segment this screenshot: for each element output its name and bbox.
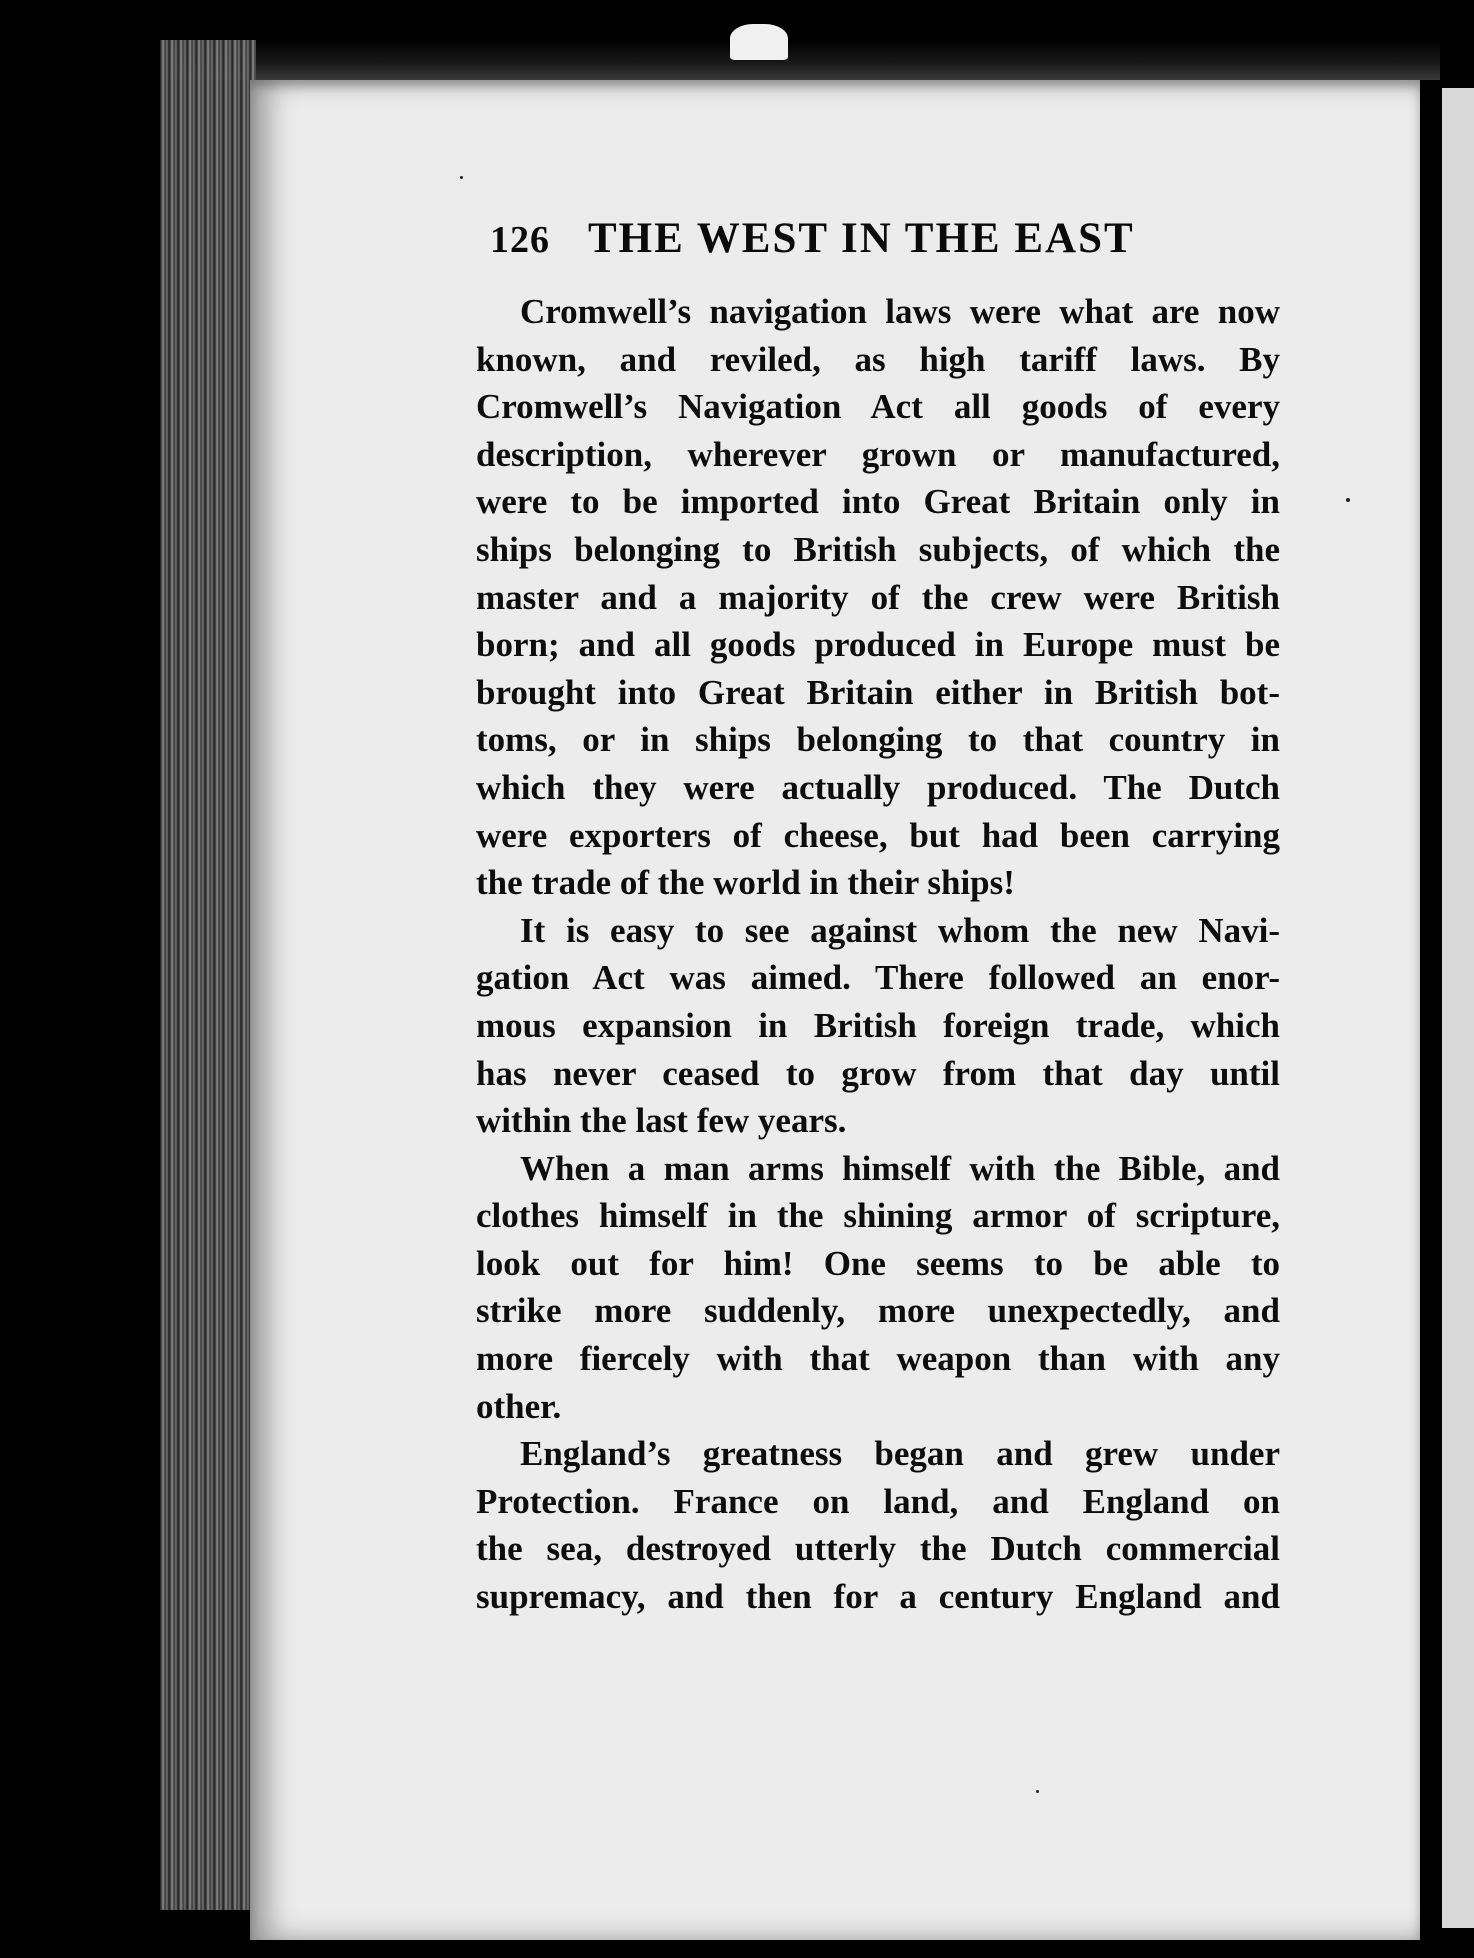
facing-page-edge	[1442, 88, 1474, 1928]
paragraph	[476, 1145, 1280, 1431]
page-number: 126	[490, 219, 550, 261]
text-line: within the last few years.	[476, 1101, 847, 1141]
paragraph	[476, 1430, 1280, 1620]
text-line: were exporters of cheese, but had been carrying	[476, 815, 1280, 855]
book-top-edge	[170, 40, 1440, 80]
text-line: master and a majority of the crew were British	[476, 577, 1280, 617]
text-line: known, and reviled, as high tariff laws. By	[476, 339, 1280, 379]
scan-speck	[460, 176, 463, 179]
text-line: It is easy to see against whom the new Navi-	[520, 910, 1280, 950]
text-line: born; and all goods produced in Europe must be	[476, 625, 1280, 665]
paragraph	[476, 288, 1280, 907]
binding-clip	[730, 24, 788, 60]
text-line: Cromwell’s navigation laws were what are now	[520, 292, 1280, 331]
text-line: the sea, destroyed utterly the Dutch commercial	[476, 1529, 1280, 1569]
text-line: has never ceased to grow from that day until	[476, 1053, 1280, 1093]
running-title: THE WEST IN THE EAST	[588, 215, 1135, 262]
text-line: other.	[476, 1386, 562, 1426]
text-line: Protection. France on land, and England on	[476, 1481, 1280, 1521]
text-line: mous expansion in British foreign trade, which	[476, 1005, 1280, 1045]
text-line: look out for him! One seems to be able to	[476, 1243, 1280, 1283]
text-line: toms, or in ships belonging to that country in	[476, 720, 1280, 760]
text-line: When a man arms himself with the Bible, and	[520, 1148, 1280, 1188]
text-line: clothes himself in the shining armor of scripture,	[476, 1196, 1280, 1236]
text-line: which they were actually produced. The Dutch	[476, 767, 1280, 807]
body-text	[476, 288, 1280, 1621]
running-head	[490, 214, 1290, 274]
paragraph	[476, 907, 1280, 1145]
text-line: ships belonging to British subjects, of which the	[476, 529, 1280, 569]
text-line: England’s greatness began and grew under	[520, 1434, 1280, 1474]
text-line: strike more suddenly, more unexpectedly, and	[476, 1291, 1280, 1331]
text-line: description, wherever grown or manufactured,	[476, 434, 1280, 474]
scan-speck	[1036, 1790, 1039, 1793]
text-line: gation Act was aimed. There followed an enor-	[476, 958, 1280, 998]
text-line: were to be imported into Great Britain only in	[476, 482, 1280, 522]
scan-speck	[1346, 498, 1350, 502]
text-line: brought into Great Britain either in British bot-	[476, 672, 1280, 712]
text-line: Cromwell’s Navigation Act all goods of every	[476, 387, 1280, 427]
text-line: more fiercely with that weapon than with any	[476, 1339, 1280, 1379]
text-line: supremacy, and then for a century England and	[476, 1577, 1280, 1617]
book-page-edges	[160, 40, 256, 1910]
text-line: the trade of the world in their ships!	[476, 863, 1015, 903]
